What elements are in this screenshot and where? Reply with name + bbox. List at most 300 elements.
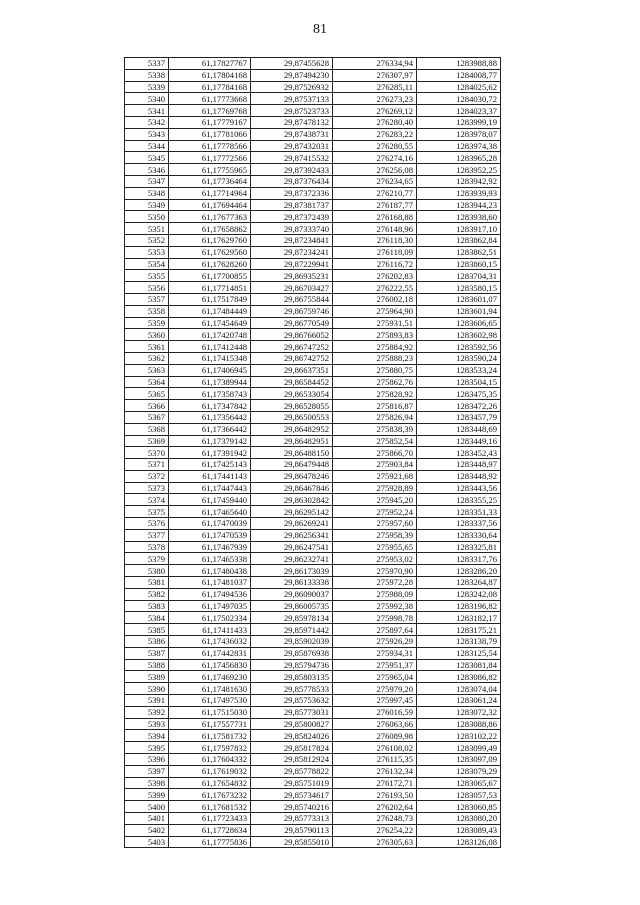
latitude-cell: 61,17629760 xyxy=(169,234,251,246)
x-coordinate-cell: 276002,18 xyxy=(333,293,417,305)
point-number-cell: 5371 xyxy=(125,459,169,471)
latitude-cell: 61,17465338 xyxy=(169,553,251,565)
table-row xyxy=(125,754,501,766)
y-coordinate-cell: 1283317,76 xyxy=(417,553,501,565)
longitude-cell: 29,86500553 xyxy=(251,411,333,423)
point-number-cell: 5355 xyxy=(125,270,169,282)
x-coordinate-cell: 275862,76 xyxy=(333,376,417,388)
y-coordinate-cell: 1283074,04 xyxy=(417,683,501,695)
point-number-cell: 5400 xyxy=(125,801,169,813)
y-coordinate-cell: 1283601,07 xyxy=(417,293,501,305)
point-number-cell: 5403 xyxy=(125,836,169,848)
latitude-cell: 61,17654832 xyxy=(169,777,251,789)
y-coordinate-cell: 1283079,29 xyxy=(417,765,501,777)
point-number-cell: 5362 xyxy=(125,352,169,364)
table-row xyxy=(125,765,501,777)
latitude-cell: 61,17619032 xyxy=(169,765,251,777)
x-coordinate-cell: 275880,75 xyxy=(333,364,417,376)
y-coordinate-cell: 1283072,32 xyxy=(417,706,501,718)
table-row xyxy=(125,58,501,70)
longitude-cell: 29,87523733 xyxy=(251,105,333,117)
point-number-cell: 5378 xyxy=(125,541,169,553)
x-coordinate-cell: 276115,35 xyxy=(333,754,417,766)
point-number-cell: 5374 xyxy=(125,494,169,506)
table-row xyxy=(125,234,501,246)
x-coordinate-cell: 275897,64 xyxy=(333,624,417,636)
latitude-cell: 61,17497035 xyxy=(169,600,251,612)
latitude-cell: 61,17459440 xyxy=(169,494,251,506)
point-number-cell: 5375 xyxy=(125,506,169,518)
latitude-cell: 61,17456830 xyxy=(169,659,251,671)
table-row xyxy=(125,199,501,211)
table-row xyxy=(125,624,501,636)
latitude-cell: 61,17356442 xyxy=(169,411,251,423)
y-coordinate-cell: 1283443,56 xyxy=(417,482,501,494)
x-coordinate-cell: 276202,64 xyxy=(333,801,417,813)
y-coordinate-cell: 1283601,94 xyxy=(417,305,501,317)
table-row xyxy=(125,140,501,152)
point-number-cell: 5394 xyxy=(125,730,169,742)
point-number-cell: 5349 xyxy=(125,199,169,211)
latitude-cell: 61,17772566 xyxy=(169,152,251,164)
longitude-cell: 29,86703427 xyxy=(251,282,333,294)
y-coordinate-cell: 1283125,54 xyxy=(417,647,501,659)
table-row xyxy=(125,105,501,117)
longitude-cell: 29,86935231 xyxy=(251,270,333,282)
y-coordinate-cell: 1283081,84 xyxy=(417,659,501,671)
x-coordinate-cell: 276248,73 xyxy=(333,813,417,825)
latitude-cell: 61,17425143 xyxy=(169,459,251,471)
point-number-cell: 5381 xyxy=(125,577,169,589)
y-coordinate-cell: 1284030,72 xyxy=(417,93,501,105)
y-coordinate-cell: 1283325,81 xyxy=(417,541,501,553)
longitude-cell: 29,87526932 xyxy=(251,81,333,93)
x-coordinate-cell: 275958,39 xyxy=(333,529,417,541)
latitude-cell: 61,17673232 xyxy=(169,789,251,801)
table-row xyxy=(125,801,501,813)
coordinates-table-body xyxy=(125,58,501,848)
point-number-cell: 5397 xyxy=(125,765,169,777)
y-coordinate-cell: 1283580,15 xyxy=(417,282,501,294)
point-number-cell: 5372 xyxy=(125,470,169,482)
point-number-cell: 5399 xyxy=(125,789,169,801)
x-coordinate-cell: 276168,88 xyxy=(333,211,417,223)
latitude-cell: 61,17581732 xyxy=(169,730,251,742)
longitude-cell: 29,85817824 xyxy=(251,742,333,754)
latitude-cell: 61,17454649 xyxy=(169,317,251,329)
point-number-cell: 5344 xyxy=(125,140,169,152)
table-row xyxy=(125,588,501,600)
table-row xyxy=(125,128,501,140)
y-coordinate-cell: 1283337,56 xyxy=(417,518,501,530)
longitude-cell: 29,86133338 xyxy=(251,577,333,589)
point-number-cell: 5354 xyxy=(125,258,169,270)
table-row xyxy=(125,482,501,494)
latitude-cell: 61,17827767 xyxy=(169,58,251,70)
longitude-cell: 29,85876938 xyxy=(251,647,333,659)
y-coordinate-cell: 1283860,15 xyxy=(417,258,501,270)
table-row xyxy=(125,423,501,435)
x-coordinate-cell: 275997,45 xyxy=(333,695,417,707)
latitude-cell: 61,17694464 xyxy=(169,199,251,211)
point-number-cell: 5367 xyxy=(125,411,169,423)
x-coordinate-cell: 275931,51 xyxy=(333,317,417,329)
latitude-cell: 61,17517849 xyxy=(169,293,251,305)
table-row xyxy=(125,506,501,518)
point-number-cell: 5386 xyxy=(125,636,169,648)
y-coordinate-cell: 1283592,56 xyxy=(417,341,501,353)
longitude-cell: 29,87432031 xyxy=(251,140,333,152)
longitude-cell: 29,85740216 xyxy=(251,801,333,813)
x-coordinate-cell: 276283,22 xyxy=(333,128,417,140)
y-coordinate-cell: 1283475,35 xyxy=(417,388,501,400)
longitude-cell: 29,85778533 xyxy=(251,683,333,695)
longitude-cell: 29,87392433 xyxy=(251,164,333,176)
longitude-cell: 29,86766052 xyxy=(251,329,333,341)
longitude-cell: 29,86637351 xyxy=(251,364,333,376)
x-coordinate-cell: 276210,77 xyxy=(333,187,417,199)
latitude-cell: 61,17775836 xyxy=(169,836,251,848)
longitude-cell: 29,86173039 xyxy=(251,565,333,577)
latitude-cell: 61,17481037 xyxy=(169,577,251,589)
point-number-cell: 5398 xyxy=(125,777,169,789)
longitude-cell: 29,85773031 xyxy=(251,706,333,718)
point-number-cell: 5385 xyxy=(125,624,169,636)
point-number-cell: 5392 xyxy=(125,706,169,718)
table-row xyxy=(125,376,501,388)
latitude-cell: 61,17779167 xyxy=(169,116,251,128)
latitude-cell: 61,17755965 xyxy=(169,164,251,176)
table-row xyxy=(125,329,501,341)
y-coordinate-cell: 1283138,79 xyxy=(417,636,501,648)
longitude-cell: 29,85778822 xyxy=(251,765,333,777)
x-coordinate-cell: 276222,55 xyxy=(333,282,417,294)
y-coordinate-cell: 1283175,21 xyxy=(417,624,501,636)
x-coordinate-cell: 276187,77 xyxy=(333,199,417,211)
x-coordinate-cell: 275852,54 xyxy=(333,435,417,447)
point-number-cell: 5369 xyxy=(125,435,169,447)
table-row xyxy=(125,742,501,754)
longitude-cell: 29,85855010 xyxy=(251,836,333,848)
y-coordinate-cell: 1283938,60 xyxy=(417,211,501,223)
x-coordinate-cell: 275828,92 xyxy=(333,388,417,400)
x-coordinate-cell: 275934,31 xyxy=(333,647,417,659)
y-coordinate-cell: 1283286,20 xyxy=(417,565,501,577)
table-row xyxy=(125,730,501,742)
longitude-cell: 29,86742752 xyxy=(251,352,333,364)
longitude-cell: 29,86584452 xyxy=(251,376,333,388)
page-number: 81 xyxy=(313,22,327,37)
latitude-cell: 61,17629560 xyxy=(169,246,251,258)
point-number-cell: 5395 xyxy=(125,742,169,754)
x-coordinate-cell: 276116,72 xyxy=(333,258,417,270)
y-coordinate-cell: 1283099,49 xyxy=(417,742,501,754)
table-row xyxy=(125,836,501,848)
y-coordinate-cell: 1283942,92 xyxy=(417,175,501,187)
table-row xyxy=(125,187,501,199)
x-coordinate-cell: 275955,65 xyxy=(333,541,417,553)
point-number-cell: 5391 xyxy=(125,695,169,707)
latitude-cell: 61,17389944 xyxy=(169,376,251,388)
x-coordinate-cell: 276273,23 xyxy=(333,93,417,105)
y-coordinate-cell: 1283448,69 xyxy=(417,423,501,435)
point-number-cell: 5389 xyxy=(125,671,169,683)
longitude-cell: 29,85753632 xyxy=(251,695,333,707)
y-coordinate-cell: 1283862,84 xyxy=(417,234,501,246)
table-row xyxy=(125,600,501,612)
table-row xyxy=(125,612,501,624)
longitude-cell: 29,87234241 xyxy=(251,246,333,258)
latitude-cell: 61,17379142 xyxy=(169,435,251,447)
latitude-cell: 61,17677363 xyxy=(169,211,251,223)
latitude-cell: 61,17494536 xyxy=(169,588,251,600)
longitude-cell: 29,86005735 xyxy=(251,600,333,612)
table-row xyxy=(125,152,501,164)
latitude-cell: 61,17469230 xyxy=(169,671,251,683)
table-row xyxy=(125,435,501,447)
point-number-cell: 5343 xyxy=(125,128,169,140)
longitude-cell: 29,85794736 xyxy=(251,659,333,671)
table-row xyxy=(125,258,501,270)
y-coordinate-cell: 1283602,98 xyxy=(417,329,501,341)
longitude-cell: 29,87537133 xyxy=(251,93,333,105)
x-coordinate-cell: 276305,63 xyxy=(333,836,417,848)
point-number-cell: 5382 xyxy=(125,588,169,600)
y-coordinate-cell: 1283974,38 xyxy=(417,140,501,152)
longitude-cell: 29,86232741 xyxy=(251,553,333,565)
latitude-cell: 61,17358743 xyxy=(169,388,251,400)
longitude-cell: 29,87333740 xyxy=(251,223,333,235)
longitude-cell: 29,85812924 xyxy=(251,754,333,766)
x-coordinate-cell: 276193,50 xyxy=(333,789,417,801)
longitude-cell: 29,87415532 xyxy=(251,152,333,164)
table-row xyxy=(125,813,501,825)
latitude-cell: 61,17366442 xyxy=(169,423,251,435)
latitude-cell: 61,17481630 xyxy=(169,683,251,695)
y-coordinate-cell: 1283089,43 xyxy=(417,824,501,836)
y-coordinate-cell: 1283242,08 xyxy=(417,588,501,600)
latitude-cell: 61,17773668 xyxy=(169,93,251,105)
y-coordinate-cell: 1283606,65 xyxy=(417,317,501,329)
x-coordinate-cell: 275957,60 xyxy=(333,518,417,530)
y-coordinate-cell: 1283999,19 xyxy=(417,116,501,128)
table-row xyxy=(125,270,501,282)
longitude-cell: 29,86295142 xyxy=(251,506,333,518)
latitude-cell: 61,17723433 xyxy=(169,813,251,825)
x-coordinate-cell: 276089,98 xyxy=(333,730,417,742)
point-number-cell: 5350 xyxy=(125,211,169,223)
point-number-cell: 5353 xyxy=(125,246,169,258)
point-number-cell: 5380 xyxy=(125,565,169,577)
point-number-cell: 5396 xyxy=(125,754,169,766)
table-row xyxy=(125,282,501,294)
y-coordinate-cell: 1283944,23 xyxy=(417,199,501,211)
table-row xyxy=(125,789,501,801)
point-number-cell: 5364 xyxy=(125,376,169,388)
y-coordinate-cell: 1283533,24 xyxy=(417,364,501,376)
point-number-cell: 5337 xyxy=(125,58,169,70)
point-number-cell: 5387 xyxy=(125,647,169,659)
x-coordinate-cell: 275866,70 xyxy=(333,447,417,459)
longitude-cell: 29,85734617 xyxy=(251,789,333,801)
table-row xyxy=(125,518,501,530)
y-coordinate-cell: 1283862,51 xyxy=(417,246,501,258)
table-row xyxy=(125,659,501,671)
y-coordinate-cell: 1283088,86 xyxy=(417,718,501,730)
point-number-cell: 5341 xyxy=(125,105,169,117)
table-row xyxy=(125,317,501,329)
table-row xyxy=(125,565,501,577)
latitude-cell: 61,17465640 xyxy=(169,506,251,518)
longitude-cell: 29,86528055 xyxy=(251,400,333,412)
table-row xyxy=(125,529,501,541)
latitude-cell: 61,17714851 xyxy=(169,282,251,294)
latitude-cell: 61,17406945 xyxy=(169,364,251,376)
point-number-cell: 5366 xyxy=(125,400,169,412)
x-coordinate-cell: 276016,59 xyxy=(333,706,417,718)
latitude-cell: 61,17628260 xyxy=(169,258,251,270)
y-coordinate-cell: 1283457,79 xyxy=(417,411,501,423)
longitude-cell: 29,85773313 xyxy=(251,813,333,825)
y-coordinate-cell: 1283704,31 xyxy=(417,270,501,282)
point-number-cell: 5402 xyxy=(125,824,169,836)
x-coordinate-cell: 276280,55 xyxy=(333,140,417,152)
latitude-cell: 61,17412448 xyxy=(169,341,251,353)
x-coordinate-cell: 276234,65 xyxy=(333,175,417,187)
latitude-cell: 61,17658862 xyxy=(169,223,251,235)
x-coordinate-cell: 276280,40 xyxy=(333,116,417,128)
table-row xyxy=(125,364,501,376)
longitude-cell: 29,86488150 xyxy=(251,447,333,459)
latitude-cell: 61,17391942 xyxy=(169,447,251,459)
longitude-cell: 29,85902039 xyxy=(251,636,333,648)
point-number-cell: 5401 xyxy=(125,813,169,825)
y-coordinate-cell: 1283590,24 xyxy=(417,352,501,364)
x-coordinate-cell: 275884,92 xyxy=(333,341,417,353)
longitude-cell: 29,85800827 xyxy=(251,718,333,730)
point-number-cell: 5338 xyxy=(125,69,169,81)
point-number-cell: 5368 xyxy=(125,423,169,435)
x-coordinate-cell: 275893,83 xyxy=(333,329,417,341)
longitude-cell: 29,86759746 xyxy=(251,305,333,317)
y-coordinate-cell: 1283448,97 xyxy=(417,459,501,471)
table-row xyxy=(125,305,501,317)
latitude-cell: 61,17681532 xyxy=(169,801,251,813)
point-number-cell: 5365 xyxy=(125,388,169,400)
table-row xyxy=(125,69,501,81)
y-coordinate-cell: 1283351,33 xyxy=(417,506,501,518)
table-row xyxy=(125,718,501,730)
x-coordinate-cell: 275953,02 xyxy=(333,553,417,565)
longitude-cell: 29,87381737 xyxy=(251,199,333,211)
x-coordinate-cell: 276307,97 xyxy=(333,69,417,81)
latitude-cell: 61,17436032 xyxy=(169,636,251,648)
table-row xyxy=(125,246,501,258)
x-coordinate-cell: 276269,12 xyxy=(333,105,417,117)
x-coordinate-cell: 276285,11 xyxy=(333,81,417,93)
table-row xyxy=(125,81,501,93)
x-coordinate-cell: 276274,16 xyxy=(333,152,417,164)
latitude-cell: 61,17557731 xyxy=(169,718,251,730)
point-number-cell: 5390 xyxy=(125,683,169,695)
y-coordinate-cell: 1283965,28 xyxy=(417,152,501,164)
table-row xyxy=(125,494,501,506)
latitude-cell: 61,17484449 xyxy=(169,305,251,317)
x-coordinate-cell: 275970,90 xyxy=(333,565,417,577)
x-coordinate-cell: 275826,94 xyxy=(333,411,417,423)
table-row xyxy=(125,211,501,223)
longitude-cell: 29,85790113 xyxy=(251,824,333,836)
x-coordinate-cell: 275888,23 xyxy=(333,352,417,364)
point-number-cell: 5388 xyxy=(125,659,169,671)
longitude-cell: 29,86302842 xyxy=(251,494,333,506)
table-row xyxy=(125,541,501,553)
latitude-cell: 61,17447443 xyxy=(169,482,251,494)
table-row xyxy=(125,447,501,459)
latitude-cell: 61,17700855 xyxy=(169,270,251,282)
latitude-cell: 61,17597832 xyxy=(169,742,251,754)
latitude-cell: 61,17604332 xyxy=(169,754,251,766)
y-coordinate-cell: 1283102,22 xyxy=(417,730,501,742)
y-coordinate-cell: 1284023,37 xyxy=(417,105,501,117)
y-coordinate-cell: 1283182,17 xyxy=(417,612,501,624)
longitude-cell: 29,86090037 xyxy=(251,588,333,600)
point-number-cell: 5346 xyxy=(125,164,169,176)
y-coordinate-cell: 1283939,93 xyxy=(417,187,501,199)
longitude-cell: 29,85803135 xyxy=(251,671,333,683)
latitude-cell: 61,17714964 xyxy=(169,187,251,199)
y-coordinate-cell: 1283988,88 xyxy=(417,58,501,70)
longitude-cell: 29,86755844 xyxy=(251,293,333,305)
point-number-cell: 5359 xyxy=(125,317,169,329)
longitude-cell: 29,86478246 xyxy=(251,470,333,482)
coordinates-table xyxy=(124,57,501,848)
table-row xyxy=(125,671,501,683)
longitude-cell: 29,87376434 xyxy=(251,175,333,187)
y-coordinate-cell: 1283330,64 xyxy=(417,529,501,541)
latitude-cell: 61,17470039 xyxy=(169,518,251,530)
x-coordinate-cell: 275965,04 xyxy=(333,671,417,683)
table-row xyxy=(125,341,501,353)
longitude-cell: 29,86479448 xyxy=(251,459,333,471)
latitude-cell: 61,17728634 xyxy=(169,824,251,836)
y-coordinate-cell: 1283057,53 xyxy=(417,789,501,801)
table-row xyxy=(125,824,501,836)
latitude-cell: 61,17480438 xyxy=(169,565,251,577)
latitude-cell: 61,17502334 xyxy=(169,612,251,624)
table-row xyxy=(125,352,501,364)
table-row xyxy=(125,553,501,565)
x-coordinate-cell: 275998,78 xyxy=(333,612,417,624)
y-coordinate-cell: 1283086,82 xyxy=(417,671,501,683)
y-coordinate-cell: 1283355,25 xyxy=(417,494,501,506)
x-coordinate-cell: 275951,37 xyxy=(333,659,417,671)
latitude-cell: 61,17442831 xyxy=(169,647,251,659)
x-coordinate-cell: 275928,89 xyxy=(333,482,417,494)
longitude-cell: 29,87478132 xyxy=(251,116,333,128)
x-coordinate-cell: 276132,34 xyxy=(333,765,417,777)
point-number-cell: 5345 xyxy=(125,152,169,164)
x-coordinate-cell: 275952,24 xyxy=(333,506,417,518)
latitude-cell: 61,17467939 xyxy=(169,541,251,553)
latitude-cell: 61,17781066 xyxy=(169,128,251,140)
longitude-cell: 29,87372439 xyxy=(251,211,333,223)
x-coordinate-cell: 275903,84 xyxy=(333,459,417,471)
longitude-cell: 29,85824026 xyxy=(251,730,333,742)
point-number-cell: 5342 xyxy=(125,116,169,128)
x-coordinate-cell: 275979,20 xyxy=(333,683,417,695)
longitude-cell: 29,86533054 xyxy=(251,388,333,400)
